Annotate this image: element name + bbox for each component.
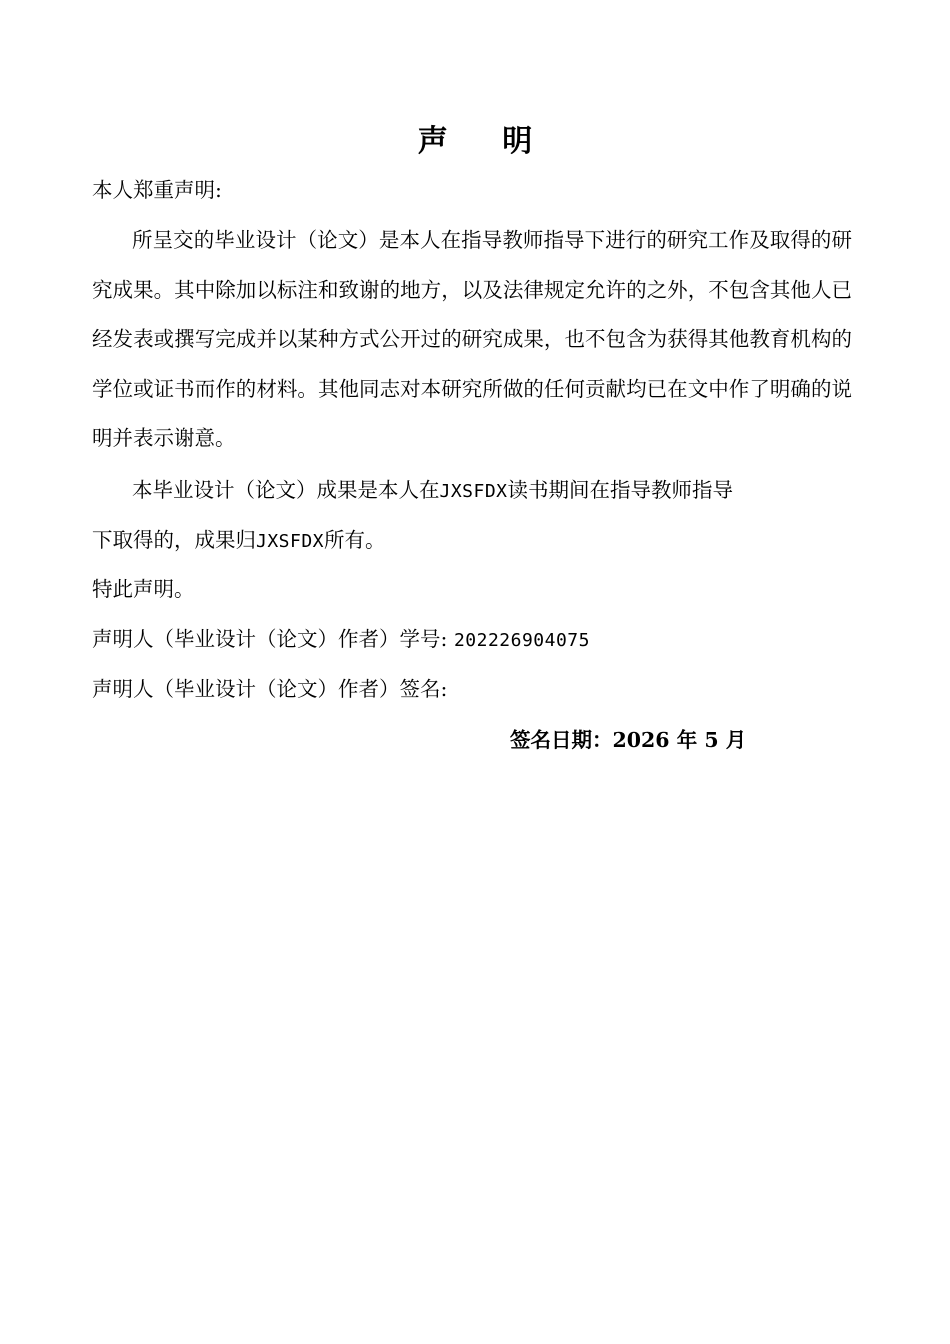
declaration-paragraph-2-line-1 [132, 476, 733, 506]
institution-code: JXSFDX [439, 481, 508, 502]
sign-date-label: 签名日期： [510, 728, 613, 752]
declaration-paragraph-2-line-2 [92, 526, 386, 556]
paragraph-2-line2-prefix: 下取得的，成果归 [92, 528, 256, 552]
signature-row [92, 675, 447, 703]
declaration-paragraph-1: 所呈交的毕业设计（论文）是本人在指导教师指导下进行的研究工作及取得的研究成果。其中除加以标注和致谢的地方，以及法律规定允许的之外，不包含其他人已经发表或撰写完成并以某种方式公开过的研究成果，也不包含为获得其他教育机构的学位或证书而作的材料。其他同志对本研究所做的任何贡献均已在文中作了明确的说明并表示谢意。 [92, 228, 852, 450]
paragraph-2-middle: 读书期间在指导教师指导 [507, 478, 734, 502]
student-id-label: 声明人（毕业设计（论文）作者）学号: [92, 627, 448, 651]
sign-date-year-unit: 年 [676, 728, 698, 752]
sign-date-row [510, 726, 746, 754]
declaration-intro: 本人郑重声明: [92, 178, 222, 202]
sign-date-month: 5 [704, 728, 719, 752]
institution-code: JXSFDX [256, 531, 325, 552]
sign-date-year: 2026 [612, 728, 670, 752]
student-id-row [92, 625, 590, 655]
student-id-value: 202226904075 [453, 630, 590, 651]
paragraph-2-suffix: 所有。 [324, 528, 386, 552]
paragraph-2-prefix: 本毕业设计（论文）成果是本人在 [132, 478, 440, 502]
signature-label: 声明人（毕业设计（论文）作者）签名: [92, 677, 448, 701]
page-title: 声 明 [417, 124, 555, 159]
declaration-closing: 特此声明。 [92, 577, 195, 601]
sign-date-month-unit: 月 [725, 728, 747, 752]
